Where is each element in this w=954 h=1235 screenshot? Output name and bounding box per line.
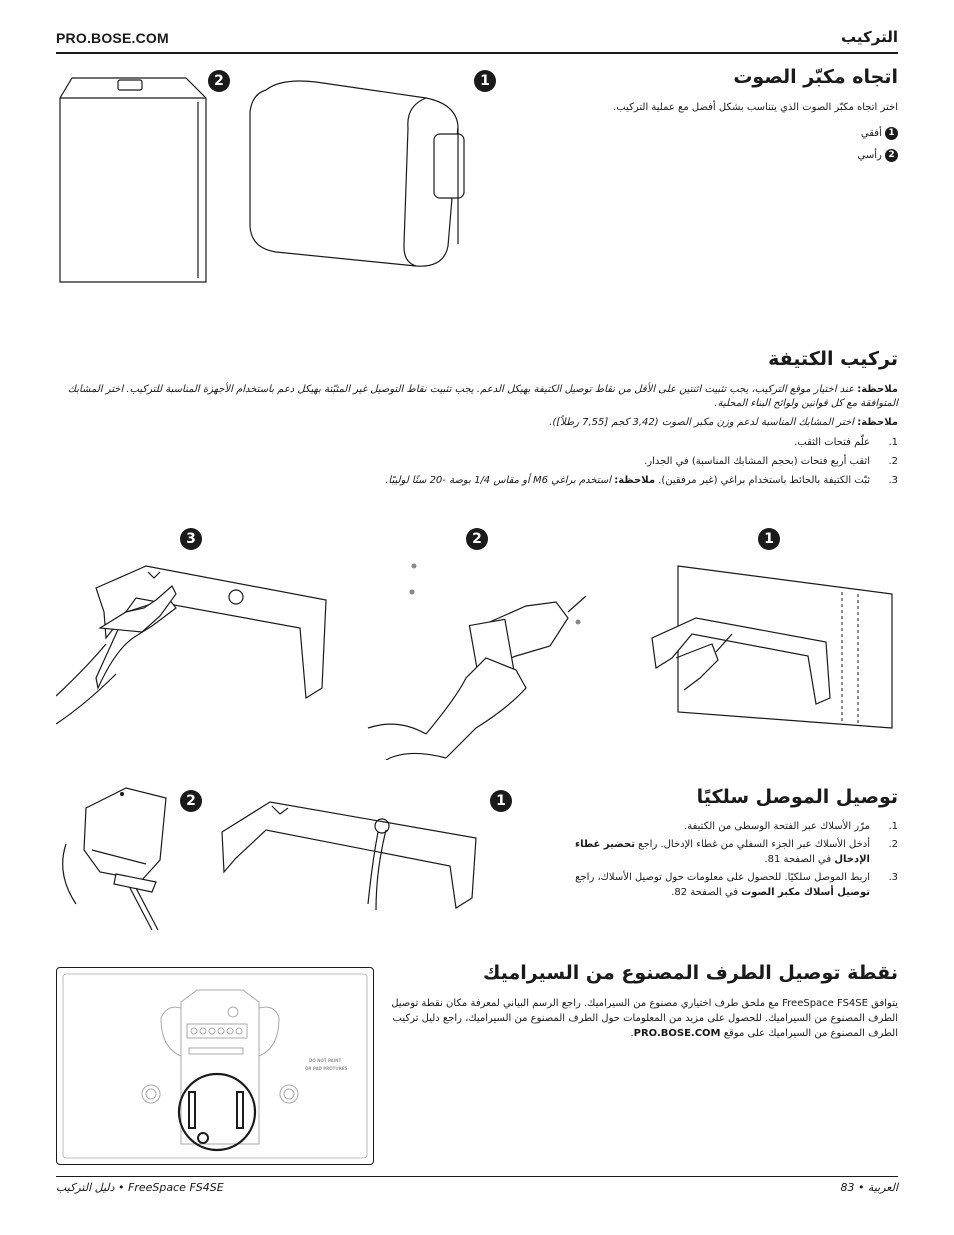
list-item [554,837,898,867]
step-number: 2. [888,839,898,850]
bracket-note-1 [56,383,898,411]
note-label: ملاحظة: [614,475,656,486]
ceramic-terminal-text [390,996,898,1041]
step-number: 3. [888,475,898,486]
step-number: 1. [888,437,898,448]
step-text: في الصفحة 82. [671,887,742,898]
orientation-option-horizontal [857,123,898,145]
site-url: PRO.BOSE.COM [56,30,169,46]
ceramic-terminal-heading: نقطة توصيل الطرف المصنوع من السيراميك [483,962,898,984]
list-item [56,454,898,469]
figure-number-badge: 2 [208,70,230,92]
step-text: اربط الموصل سلكيًا. للحصول على معلومات حول توصيل الأسلاك، راجع [575,872,870,883]
list-item [56,473,898,488]
figure-number-badge: 1 [758,528,780,550]
figure-number-badge: 2 [466,528,488,550]
step-text: ثبّت الكتيفة بالحائط باستخدام براغي (غير مرفقين). [655,475,870,486]
note-label: ملاحظة: [857,384,898,395]
option-label: رأسي [857,150,882,161]
orientation-options [857,123,898,167]
wire-steps-list [554,819,898,900]
step-link-text: توصيل أسلاك مكبر الصوت [741,887,870,898]
paragraph-text: يتوافق FreeSpace FS4SE مع ملحق طرف اختياري مصنوع من السيراميك. راجع الرسم البياني لمعرفة مكان نقطة توصيل الطرف المصنوع من السيراميك. للحصول على مزيد من المعلومات حول الطرف المصنوع من السيراميك، راجع دليل تركيب الطرف المصنوع من السيراميك على موقع [391,998,898,1039]
panel-label: DO NOT PAINT [309,1058,342,1063]
step-link-text: تحضير غطاء الإدخال [574,839,870,865]
list-item [56,435,898,450]
orientation-option-vertical [857,145,898,167]
option-label: أفقي [860,128,882,139]
step-text: في الصفحة 81. [764,854,835,865]
wire-connector-heading: توصيل الموصل سلكيًا [696,786,898,808]
note-text: عند اختيار موقع التركيب، يجب تثبيت اثنتين على الأقل من نقاط توصيل الكتيفة بهيكل الدعم. يجب تثبيت نقاط التوصيل غير المثبّتة بهيكل دعم باستخدام الأجهزة المناسبة للتركيب. اختر المشابك المتوافقة مع كل قوانين ولوائح البناء المحلية. [67,384,898,409]
paragraph-text: . [630,1028,634,1039]
figure-number-badge: 1 [474,70,496,92]
step-number: 3. [888,872,898,883]
footer-left: دليل التركيب • FreeSpace FS4SE [56,1181,224,1194]
step-text: علّم فتحات الثقب. [794,437,870,448]
note-text: اختر المشابك المناسبة لدعم وزن مكبر الصوت (3,42 كجم [7,55 رطلاً]). [549,417,858,428]
wire-connector-illustration [56,784,526,930]
site-link-text: PRO.BOSE.COM [633,1028,721,1039]
orientation-intro: اختر اتجاه مكبّر الصوت الذي يتناسب بشكل أفضل مع عملية التركيب. [613,102,898,113]
bracket-steps-list [56,435,898,488]
step-text: اثقب أربع فتحات (بحجم المشابك المناسبة) في الجدار. [644,456,870,467]
section-title: التركيب [841,28,898,46]
figure-number-badge: 2 [180,790,202,812]
bracket-install-illustration [56,528,898,760]
list-item [554,870,898,900]
header-rule [56,52,898,54]
figure-number-badge: 3 [180,528,202,550]
note-label: ملاحظة: [857,417,898,428]
list-item [554,819,898,834]
note-text: استخدم براغي M6 أو مقاس 1/4 بوصة -20 سنًا لوليبًا. [385,475,615,486]
option-number-badge: 1 [885,127,898,140]
bracket-install-heading: تركيب الكتيفة [768,348,898,370]
option-number-badge: 2 [885,149,898,162]
step-number: 1. [888,821,898,832]
speaker-orientation-illustration [56,66,496,296]
step-text: أدخل الأسلاك عبر الجزء السفلي من غطاء الإدخال. راجع [635,839,870,850]
footer-rule [56,1176,898,1177]
panel-label: OR PAD PROTURES [305,1066,348,1071]
ceramic-terminal-diagram [56,967,374,1165]
step-number: 2. [888,456,898,467]
figure-number-badge: 1 [490,790,512,812]
orientation-heading: اتجاه مكبّر الصوت [733,66,898,88]
bracket-note-2 [56,416,898,430]
footer-right: العربية • 83 [840,1181,898,1194]
step-text: مرّر الأسلاك عبر الفتحة الوسطى من الكتيفة. [684,821,870,832]
